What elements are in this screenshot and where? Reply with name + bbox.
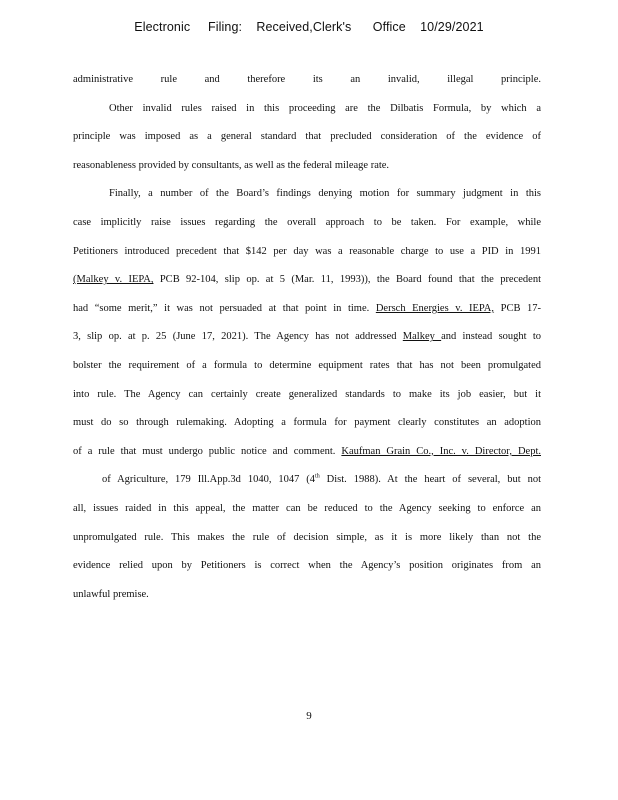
text-span: PCB 92-104, slip op. at 5 (Mar. 11, 1993)), the Board found that the precedent [153, 274, 541, 286]
page-number: 9 [306, 710, 312, 722]
text-line: case implicitly raise issues regarding the overall approach to be taken. For example, while [73, 216, 541, 228]
text-line: all, issues raided in this appeal, the matter can be reduced to the Agency seeking to enforce an [73, 502, 541, 514]
text-line: evidence relied upon by Petitioners is correct when the Agency’s position originates from an [73, 560, 541, 572]
text-line: Petitioners introduced precedent that $142 per day was a reasonable charge to use a PID in 1991 [73, 245, 541, 257]
filing-header: Electronic Filing: Received,Clerk's Office 10/29/2021 [134, 20, 484, 34]
text-span: Dist. 1988). At the heart of several, but not [319, 474, 541, 486]
text-line [73, 270, 541, 299]
case-citation-link: Kaufman Grain Co., Inc. v. Director, Dept. [341, 445, 541, 457]
case-citation-link: Malkey [402, 331, 442, 343]
text-line [73, 327, 541, 356]
text-span: PCB 17- [494, 302, 542, 314]
case-citation-link: Dersch Energies v. IEPA, [375, 302, 495, 314]
text-span: of a rule that must undergo public notice and comment. [73, 445, 342, 457]
text-span: of Agriculture, 179 Ill.App.3d 1040, 1047 (4 [102, 474, 316, 486]
text-line [73, 442, 541, 471]
text-line: Other invalid rules raised in this proceeding are the Dilbatis Formula, by which a [109, 102, 541, 114]
ordinal-superscript: th [315, 473, 320, 480]
text-line [73, 470, 541, 499]
text-line: unpromulgated rule. This makes the rule of decision simple, as it is more likely than not the [73, 531, 541, 543]
text-span: 3, slip op. at p. 25 (June 17, 2021). The Agency has not addressed [73, 331, 403, 343]
text-line: unlawful premise. [73, 588, 149, 600]
text-line: reasonableness provided by consultants, as well as the federal mileage rate. [73, 159, 390, 171]
text-line [73, 299, 541, 328]
text-line: administrative rule and therefore its an invalid, illegal principle. [73, 74, 541, 85]
text-line: into rule. The Agency can certainly create generalized standards to make its job easier, but it [73, 388, 541, 400]
text-span: and instead sought to [441, 331, 541, 343]
text-line: must do so through rulemaking. Adopting a formula for payment clearly constitutes an adoption [73, 417, 541, 429]
text-span: had “some merit,” it was not persuaded at that point in time. [73, 302, 376, 314]
text-line: bolster the requirement of a formula to determine equipment rates that has not been promulgated [73, 359, 541, 371]
body-text [73, 70, 541, 613]
case-citation-link: (Malkey v. IEPA, [73, 274, 154, 286]
text-line: Finally, a number of the Board’s findings denying motion for summary judgment in this [109, 188, 541, 200]
text-line: principle was imposed as a general standard that precluded consideration of the evidence of [73, 131, 541, 143]
